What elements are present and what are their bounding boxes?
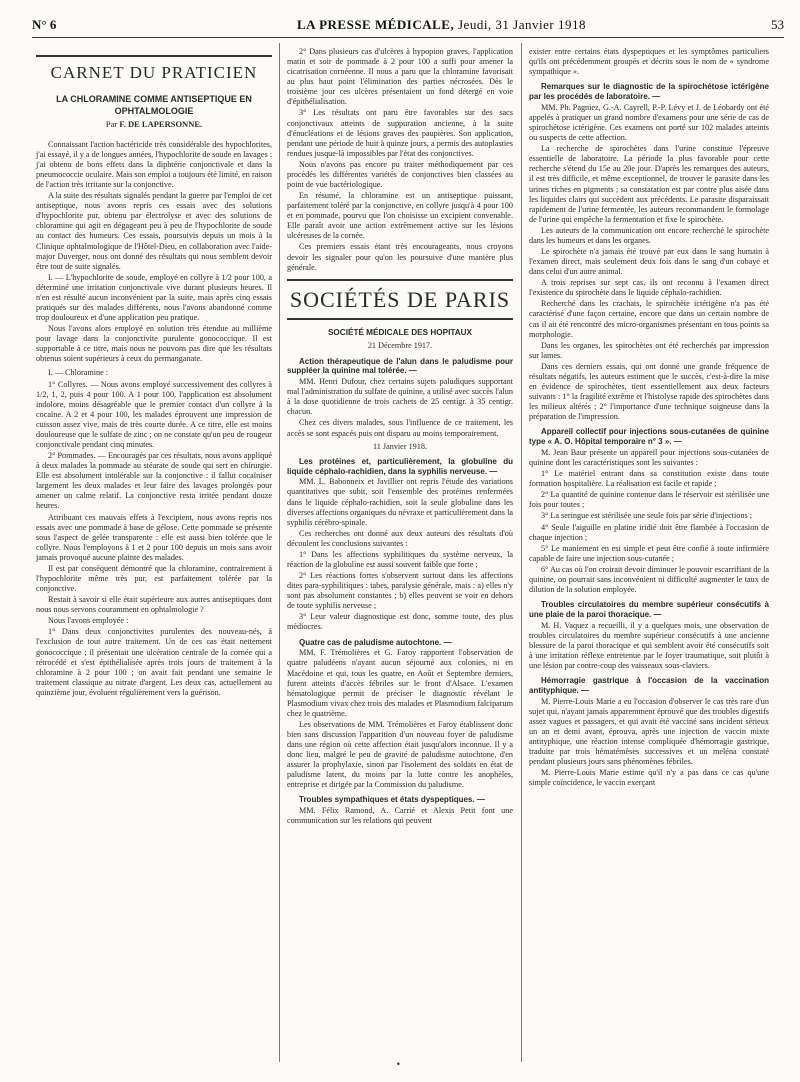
paragraph: 2° Dans plusieurs cas d'ulcères à hypopion graves, l'application matin et soir de pommade à 2 pour 100 a suffi pour amener la cicatrisation cornéenne. Il nous a paru que la chloramine favorisait au plus haut point l'élimination des parties nécrosées. Dès le troisième jour ces ulcères présentaient un fond détergé en voie d'épithélialisation.	[287, 47, 513, 107]
page-number: 53	[771, 17, 784, 32]
item-title: Troubles circulatoires du membre supérieur consécutifs à une plaie de la paroi thoracique. —	[529, 600, 769, 619]
paragraph: MM. Henri Dufour, chez certains sujets paludiques supportant mal l'administration du sulfate de quinine, a utilisé avec succès l'alun à la dose quotidienne de trois cachets de 25 centigr. à 35 centigr. chacun.	[287, 377, 513, 417]
paragraph: M. Pierre-Louis Marie estime qu'il n'y a pas dans ce cas qu'une simple coïncidence, le vaccin exerçant	[529, 768, 769, 788]
paragraph: MM. L. Babonneix et Javillier ont repris l'étude des variations quantitatives que subit, soit l'ensemble des protéines renfermées dans le liquide céphalo-rachidien, soit la seule globuline dans les diverses affections organiques du névraxe et particulièrement dans la syphilis cérébro-spinale.	[287, 477, 513, 527]
list-item: 1° Le matériel entrant dans sa constitution existe dans toute formation hospitalière. La réalisation est facile et rapide ;	[529, 469, 769, 489]
paragraph: exister entre certains états dyspeptiques et les symptômes particuliers qu'ils ont précédemment groupés et décrits sous le nom de « syndrome sympathique ».	[529, 47, 769, 77]
paragraph: I. — L'hypochlorite de soude, employé en collyre à 1/2 pour 100, a déterminé une irritation conjonctivale vive durant plusieurs heures. Il n'en est résulté aucun inconvénient par la suite, mais après cinq essais pratiqués sur des malades différents, nous l'avons abandonné comme trop douloureux et d'une application peu pratique.	[36, 272, 272, 323]
paragraph: Le spirochète n'a jamais été trouvé par eux dans le sang humain à l'examen direct, mais seulement deux fois dans le sang d'un cobaye et dans celui d'un autre animal.	[529, 246, 769, 277]
paragraph: 3° Leur valeur diagnostique est donc, somme toute, des plus médiocres.	[287, 612, 513, 632]
paragraph: Nous l'avons employée :	[48, 616, 129, 626]
paragraph: A la suite des résultats signalés pendant la guerre par l'emploi de cet antiseptique, nous avons repris ces essais avec des solutions d'hypochlorite pur, obtenu par électrolyse et avec des solutions de chloramine qui agit en dégageant peu à peu de l'hypochlorite de soude au contact des humeurs. Ces essais, poursuivis depuis un mois à la Clinique ophtalmologique de l'Hôtel-Dieu, en collaboration avec l'aide-major Duverger, nous ont donné des résultats qui nous semblent devoir être tout de suite signalés.	[36, 191, 272, 271]
issue-date: Jeudi, 31 Janvier 1918	[457, 17, 586, 32]
paragraph: Ces recherches ont donné aux deux auteurs des résultats d'où découlent les conclusions suivantes :	[287, 528, 513, 548]
item-title: Hémorragie gastrique à l'occasion de la vaccination antityphique. —	[529, 676, 769, 695]
article-title: LA CHLORAMINE COMME ANTISEPTIQUE EN OPHTALMOLOGIE	[56, 93, 252, 116]
paragraph: 1° Collyres. — Nous avons employé successivement des collyres à 1/2, 1, 2, puis 4 pour 100. A 1 pour 100, l'application est absolument indolore, moins désagréable que le premier contact d'un collyre à la cocaïne. A 2 et 4 pour 100, les malades éprouvent une impression de cuisson assez vive, mais de très courte durée. A ce titre, elle est moins douloureuse que le sulfate de zinc ; on ne constate qu'un peu de rougeur conjonctivale pendant cinq minutes.	[36, 379, 272, 449]
column-2	[287, 47, 513, 827]
paragraph: M. H. Vaquez a recueilli, il y a quelques mois, une observation de troubles circulatoires du membre supérieur consécutifs à une ancienne blessure de la paroi thoracique et qui semblent avoir été consécutifs soit à une irritation réflexe entretenue par le foyer traumatique, soit plutôt à une lésion par contre-coup des vaisseaux sous-claviers.	[529, 620, 769, 671]
page-header	[32, 17, 784, 37]
paragraph: Attribuant ces mauvais effets à l'excipient, nous avons repris nos essais avec une pommade à base de gélose. Cette pommade se présente sous l'aspect de gelée transparente : elle est aussi bien tolérée que le collyre. Nous l'employons à 1 et 2 pour 100 depuis un mois sans avoir jamais provoqué aucune plainte des malades.	[36, 512, 272, 562]
paragraph: I. — Chloramine :	[48, 368, 109, 378]
column-1	[36, 47, 272, 699]
byline-author: F. DE LAPERSONNE.	[119, 119, 203, 130]
paragraph: Recherché dans les crachats, le spirochète ictérigène n'a pas été caractérisé d'une façon certaine, encore que dans un certain nombre de cas il ait été rencontré des micro-organismes présentant en tous points sa morphologie.	[529, 299, 769, 339]
paragraph: Il est par conséquent démontré que la chloramine, contrairement à l'hypochlorite même très pur, est parfaitement tolérée par la conjonctive.	[36, 563, 272, 594]
section-title: CARNET DU PRATICIEN	[36, 55, 272, 84]
list-item: 3° La seringue est stérilisée une seule fois par série d'injections ;	[541, 511, 752, 521]
paragraph: Connaissant l'action bactéricide très considérable des hypochlorites, j'ai essayé, il y a de longues années, l'hypochlorite de soude en lavages : j'ai obtenu de bons effets dans la diphtérie conjonctivale et dans la pneumococcie oculaire. Mais son emploi a toujours été limité, en raison de l'action très irritante sur la conjonctive.	[36, 139, 272, 190]
session-date: 11 Janvier 1918.	[372, 441, 428, 451]
paragraph: Ces premiers essais étant très encourageants, nous croyons devoir les signaler pour qu'on les poursuive d'une manière plus générale.	[287, 242, 513, 272]
list-item: 5° Le maniement en est simple et peut être confié à toute infirmière capable de faire une injection sous-cutanée ;	[529, 543, 769, 563]
paragraph: Dans ces derniers essais, qui ont donné une grande fréquence de résultats négatifs, les auteurs estiment que le succès, c'est-à-dire la mise en évidence de spirochètes, tient essentiellement aux deux facteurs suivants : 1° la fragilité extrême et l'histolyse rapide des spirochètes dans les milieux altérés ; 2° l'importance d'une technique soigneuse dans la préparation de l'impression.	[529, 361, 769, 422]
item-title: Remarques sur le diagnostic de la spirochétose ictérigène par les procédés de laboratoire. —	[529, 82, 769, 102]
column-divider-1	[279, 43, 280, 1062]
list-item: 6° Au cas où l'on croirait devoir diminuer le pouvoir escarrifiant de la quinine, on pourrait sans inconvénient ni difficulté augmenter le taux de dilution de la solution employée.	[529, 564, 770, 594]
paragraph: MM. Félix Ramond, A. Carrié et Alexis Petit font une communication sur les relations qui peuvent	[287, 806, 513, 826]
paragraph: Nous n'avons pas encore pu traiter méthodiquement par ces procédés les différentes variétés de conjonctives bien classées au point de vue bactériologique.	[287, 159, 513, 190]
item-title: Troubles sympathiques et états dyspeptiques. —	[299, 795, 485, 805]
list-item: 2° La quantité de quinine contenue dans le réservoir est stérilisée une fois pour toutes ;	[529, 490, 769, 510]
paragraph: Les observations de MM. Trémolières et Faroy établissent donc bien sans discussion l'apparition d'un nouveau foyer de paludisme dans une région où cette affection était jusqu'alors inconnue. Il y a donc lieu, malgré le peu de gravité de paludisme autochtone, d'en assurer la prophylaxie, sinon par l'isolement des soldats en état de paludisme latent, du moins par la lutte contre les anophèles, entreprise et dirigée par la Commission du paludisme.	[287, 719, 513, 790]
paragraph: Restait à savoir si elle était supérieure aux autres antiseptiques dont nous nous servons couramment en ophtalmologie ?	[36, 595, 272, 615]
item-title: Quatre cas de paludisme autochtone. —	[299, 637, 452, 647]
column-divider-2	[521, 43, 522, 1062]
item-title: Action thérapeutique de l'alun dans le paludisme pour suppléer la quinine mal tolérée. —	[287, 356, 513, 376]
byline	[36, 119, 272, 129]
paragraph: Nous l'avons alors employé en solution très étendue au millième pour lavage dans la conjonctivite purulente gonococcique. Il est supportable à ce titre, mais nous ne pouvons pas dire que les résultats obtenus soient supérieurs à ceux du permanganate.	[36, 324, 272, 364]
society-name: SOCIÉTÉ MÉDICALE DES HOPITAUX	[327, 327, 473, 337]
header-rule	[32, 37, 784, 38]
paragraph: 2° Pommades. — Encouragés par ces résultats, nous avons appliqué à deux malades la pommade au stéarate de soude qui sert en chirurgie. Elle est absolument intolérable sur la conjonctive : il fallut cocaïniser largement les deux malades et leur faire des lavages prolongés pour amener un calme relatif. La conjonctive resta irritée pendant douze heures.	[36, 451, 272, 511]
item-title: Appareil collectif pour injections sous-cutanées de quinine type « A. O. Hôpital temporaire n° 3 ». —	[529, 427, 769, 447]
session-date: 21 Décembre 1917.	[367, 341, 433, 351]
byline-prefix: Par	[105, 119, 118, 130]
paragraph: MM. Ph. Pagniez, G.-A. Cayrell, P.-P. Lévy et J. de Léobardy ont été appelés à pratiquer un grand nombre d'examens pour une série de cas de spirochétose ictérigène. Ces examens ont porté sur 102 malades atteints ou suspects de cette affection.	[529, 102, 769, 143]
paragraph: La recherche de spirochètes dans l'urine constitue l'épreuve essentielle de laboratoire. La période la plus favorable pour cette recherche s'étend du 15e au 20e jour. D'après les remarques des auteurs, il est très difficile, et même exceptionnel, de trouver le parasite dans les urines riches en pigments ; sa constatation est par contre plus aisée dans les liquides clairs qui succèdent aux précédents. Le parasite disparaissait rapidement de l'urine fermentée, les auteurs recommandent le formolage de l'urine qui empêche la fermentation et fixe le spirochète.	[529, 144, 769, 224]
paragraph: En résumé, la chloramine est un antiseptique puissant, parfaitement toléré par la conjonctive, en collyre jusqu'à 4 pour 100 et en pommade, pourvu que l'on choisisse un excipient convenable. Elle paraît avoir une action extrêmement active sur les lésions ulcéreuses de la cornée.	[287, 191, 513, 241]
paragraph: 1° Dans deux conjonctivites purulentes des nouveau-nés, à l'exclusion de tout autre traitement. Un de ces cas était nettement gonococcique ; il présentait une ulcération centrale de la cornée qui a rétrocédé et s'est épithélialisée après trois jours de traitement à la chloramine à 2 pour 100 ; on avait fait pendant une semaine le traitement classique au nitrate d'argent. Les deux cas, actuellement au quinzième jour, évoluent régulièrement vers la guérison.	[36, 627, 272, 697]
list-item: 4° Seule l'aiguille en platine iridié doit être flambée à l'occasion de chaque injection ;	[529, 522, 769, 542]
paragraph: MM. F. Trémolières et G. Faroy rapportent l'observation de quatre paludéens n'ayant aucun séjourné aux colonies, ni en Macédoine et qui, tous les quatre, en Août et Septembre derniers, furent atteints d'accès fébriles sur le front d'Alsace. L'examen hématologique permit de préciser le diagnostic révélant le Plasmodium vivax chez trois des malades et Plasmodium falciparum chez le quatrième.	[287, 648, 513, 718]
paragraph: 3° Les résultats ont paru être favorables sur des sacs conjonctivaux atteints de suppuration ancienne, à la suite d'énucléations et de lésions graves des paupières. Son application, pendant une période de huit à quinze jours, a permis des autoplasties rendues jusque-là impossibles par l'état des conjonctives.	[287, 108, 513, 158]
column-3	[529, 47, 769, 789]
paragraph: Les auteurs de la communication ont encore recherché le spirochète dans les humeurs et dans les organes.	[529, 225, 769, 245]
issue-number: N° 6	[32, 17, 57, 32]
paragraph: A trois reprises sur sept cas, ils ont reconnu à l'examen direct l'existence du spirochète dans le liquide céphalo-rachidien.	[529, 278, 769, 298]
societies-title: SOCIÉTÉS DE PARIS	[287, 279, 513, 320]
paragraph: M. Pierre-Louis Marie a eu l'occasion d'observer le cas très rare d'un sujet qui, n'ayant jamais apparemment éprouvé que des troubles digestifs assez vagues et passagers, et qui avait été vacciné sans incident sérieux un an et demi avant, éprouva, après une injection de vaccin mixte antityphique, une réaction intense compliquée d'hémorragie gastrique, traduite par trois hématémèses successives et un meléna constaté pendant plusieurs jours sans phénomènes fébriles.	[529, 696, 769, 767]
journal-title	[297, 17, 586, 33]
paragraph: 2° Les réactions fortes s'observent surtout dans les affections dites para-syphilitiques : tabes, paralysie générale, mais : a) elles n'y sont pas absolument constantes ; b) elles peuvent se voir en dehors de toute syphilis nerveuse ;	[287, 571, 513, 611]
journal-name: LA PRESSE MÉDICALE,	[297, 17, 455, 32]
footer-mark: •	[396, 1060, 401, 1069]
paragraph: Dans les organes, les spirochètes ont été recherchés par impression sur lames.	[529, 340, 769, 360]
item-title: Les protéines et, particulièrement, la globuline du liquide céphalo-rachidien, dans la syphilis nerveuse. —	[287, 456, 513, 476]
paragraph: Chez ces divers malades, sous l'influence de ce traitement, les accès se sont espacés puis ont disparu au moins temporairement.	[287, 418, 513, 438]
paragraph: M. Jean Baur présente un appareil pour injections sous-cutanées de quinine dont les caractéristiques sont les suivantes :	[529, 447, 769, 468]
paragraph: 1° Dans les affections syphilitiques du système nerveux, la réaction de la globuline est aussi souvent faible que forte ;	[287, 549, 513, 569]
